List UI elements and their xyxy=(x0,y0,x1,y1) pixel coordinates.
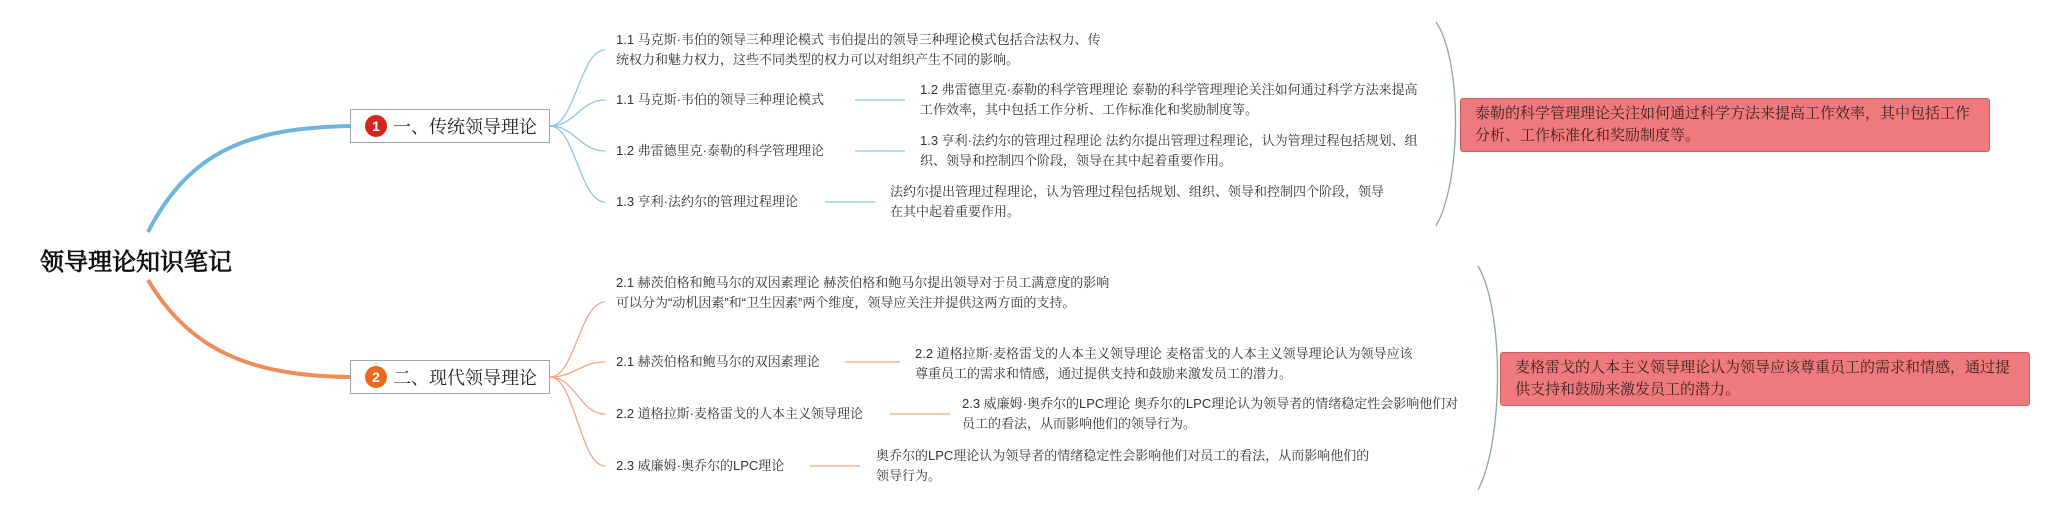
detail-1-2[interactable]: 1.2 弗雷德里克·泰勒的科学管理理论 泰勒的科学管理理论关注如何通过科学方法来提高工作效率，其中包括工作分析、工作标准化和奖励制度等。 xyxy=(920,82,1418,117)
topic-2-1-full[interactable]: 2.1 赫茨伯格和鲍马尔的双因素理论 赫茨伯格和鲍马尔提出领导对于员工满意度的影响可以分为“动机因素”和“卫生因素”两个维度，领导应关注并提供这两方面的支持。 xyxy=(616,275,1110,310)
branch-traditional[interactable] xyxy=(350,109,550,143)
detail-1-3[interactable]: 1.3 亨利·法约尔的管理过程理论 法约尔提出管理过程理论，认为管理过程包括规划、组织、领导和控制四个阶段，领导在其中起着重要作用。 xyxy=(920,133,1418,168)
root-title[interactable]: 领导理论知识笔记 xyxy=(40,249,232,276)
detail-2-2[interactable]: 2.2 道格拉斯·麦格雷戈的人本主义领导理论 麦格雷戈的人本主义领导理论认为领导应该尊重员工的需求和情感，通过提供支持和鼓励来激发员工的潜力。 xyxy=(915,346,1413,381)
topic-2-3[interactable]: 2.3 威廉姆·奥乔尔的LPC理论 xyxy=(616,458,785,473)
topic-1-2[interactable]: 1.2 弗雷德里克·泰勒的科学管理理论 xyxy=(616,143,825,158)
topic-1-1-full[interactable]: 1.1 马克斯·韦伯的领导三种理论模式 韦伯提出的领导三种理论模式包括合法权力、传统权力和魅力权力，这些不同类型的权力可以对组织产生不同的影响。 xyxy=(616,32,1101,67)
link-root-branch2 xyxy=(148,280,350,377)
marker-2-icon: 2 xyxy=(365,366,387,388)
summary-brace-2 xyxy=(1478,266,1498,490)
summary-note-2[interactable]: 麦格雷戈的人本主义领导理论认为领导应该尊重员工的需求和情感，通过提供支持和鼓励来激发员工的潜力。 xyxy=(1500,352,2030,406)
branch-label: 一、传统领导理论 xyxy=(393,117,537,137)
summary-brace-1 xyxy=(1436,22,1456,226)
summary-note-1[interactable]: 泰勒的科学管理理论关注如何通过科学方法来提高工作效率，其中包括工作分析、工作标准化和奖励制度等。 xyxy=(1460,98,1990,152)
topic-2-2[interactable]: 2.2 道格拉斯·麦格雷戈的人本主义领导理论 xyxy=(616,406,864,421)
detail-2-3[interactable]: 2.3 威廉姆·奥乔尔的LPC理论 奥乔尔的LPC理论认为领导者的情绪稳定性会影响他们对员工的看法，从而影响他们的领导行为。 xyxy=(962,396,1459,431)
marker-1-icon: 1 xyxy=(365,115,387,137)
detail-1-3-summary[interactable]: 法约尔提出管理过程理论，认为管理过程包括规划、组织、领导和控制四个阶段，领导在其中起着重要作用。 xyxy=(890,184,1385,219)
topic-2-1[interactable]: 2.1 赫茨伯格和鲍马尔的双因素理论 xyxy=(616,354,820,369)
topic-1-1[interactable]: 1.1 马克斯·韦伯的领导三种理论模式 xyxy=(616,92,825,107)
branch-modern[interactable] xyxy=(350,360,550,394)
link-root-branch1 xyxy=(148,126,350,232)
detail-2-3-summary[interactable]: 奥乔尔的LPC理论认为领导者的情绪稳定性会影响他们对员工的看法，从而影响他们的领导行为。 xyxy=(876,448,1370,483)
branch-label: 二、现代领导理论 xyxy=(393,368,537,388)
topic-1-3[interactable]: 1.3 亨利·法约尔的管理过程理论 xyxy=(616,194,799,209)
